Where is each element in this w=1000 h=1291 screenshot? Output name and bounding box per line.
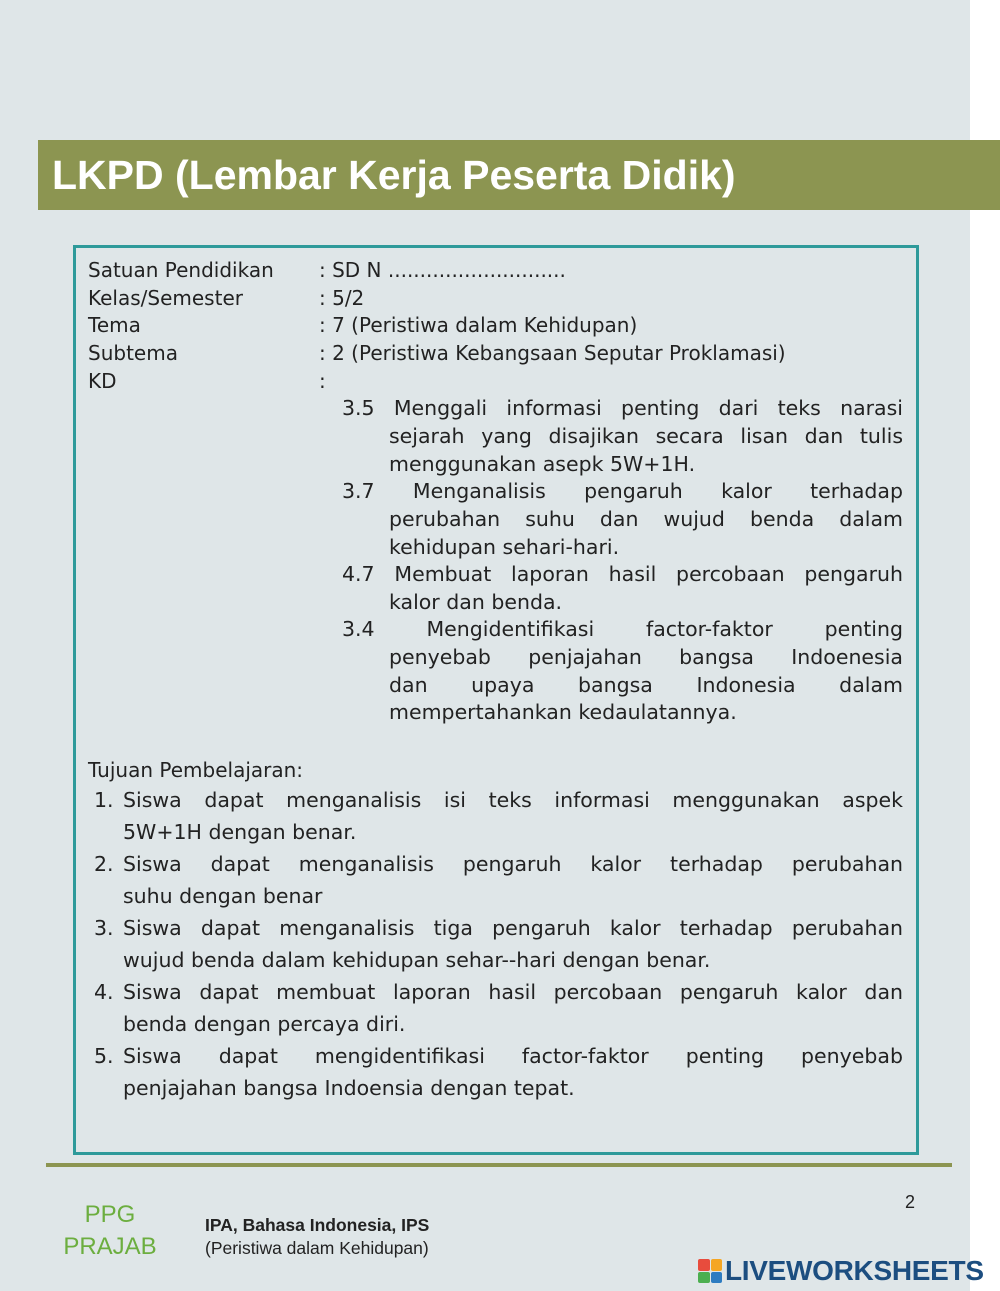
kd-line: 3.4 Mengidentifikasi factor-faktor penting — [342, 617, 903, 641]
list-number: 2. — [94, 852, 114, 876]
kd-line: mempertahankan kedaulatannya. — [389, 700, 737, 725]
kd-line: kalor dan benda. — [389, 589, 563, 614]
kd-line: perubahan suhu dan wujud benda dalam — [389, 506, 903, 531]
list-line: Siswa dapat menganalisis tiga pengaruh kalor terhadap perubahan — [123, 916, 903, 940]
list-line: 5W+1H dengan benar. — [123, 820, 357, 844]
identity-value: : SD N ............................ — [319, 258, 566, 282]
list-number: 4. — [94, 980, 114, 1004]
identity-value: : — [319, 369, 326, 393]
list-item — [88, 976, 903, 1040]
kd-line: 3.5 Menggali informasi penting dari teks narasi — [342, 396, 903, 420]
list-line: suhu dengan benar — [123, 884, 323, 908]
kd-item — [342, 395, 903, 478]
identity-label: Tema — [88, 313, 141, 337]
identity-value: : 7 (Peristiwa dalam Kehidupan) — [319, 313, 638, 337]
page-number: 2 — [905, 1192, 916, 1212]
footer-divider — [46, 1163, 952, 1167]
list-line: Siswa dapat menganalisis isi teks informasi menggunakan aspek — [123, 788, 903, 812]
ppg-line: PRAJAB — [63, 1233, 157, 1260]
list-number: 3. — [94, 916, 114, 940]
kd-line: menggunakan asepk 5W+1H. — [389, 451, 696, 476]
list-line: penjajahan bangsa Indoensia dengan tepat. — [123, 1076, 575, 1100]
kd-line: sejarah yang disajikan secara lisan dan tulis — [389, 423, 903, 448]
identity-label: Kelas/Semester — [88, 286, 243, 310]
footer-theme: (Peristiwa dalam Kehidupan) — [205, 1238, 429, 1258]
ppg-label — [60, 1199, 160, 1263]
list-number: 5. — [94, 1044, 114, 1068]
kd-line: penyebab penjajahan bangsa Indoenesia — [389, 644, 903, 669]
tujuan-title: Tujuan Pembelajaran: — [88, 758, 304, 782]
list-item — [88, 1040, 903, 1104]
list-item — [88, 784, 903, 848]
watermark-text: LIVEWORKSHEETS — [725, 1255, 984, 1286]
list-item — [88, 848, 903, 912]
kd-line: kehidupan sehari-hari. — [389, 534, 620, 559]
list-line: Siswa dapat mengidentifikasi factor-faktor penting penyebab — [123, 1044, 903, 1068]
list-number: 1. — [94, 788, 114, 812]
list-line: benda dengan percaya diri. — [123, 1012, 406, 1036]
kd-line: dan upaya bangsa Indonesia dalam — [389, 672, 903, 697]
identity-label: Subtema — [88, 341, 178, 365]
footer-subjects: IPA, Bahasa Indonesia, IPS — [205, 1215, 430, 1235]
kd-line: 3.7 Menganalisis pengaruh kalor terhadap — [342, 479, 903, 503]
list-line: wujud benda dalam kehidupan sehar--hari dengan benar. — [123, 948, 711, 972]
list-line: Siswa dapat menganalisis pengaruh kalor terhadap perubahan — [123, 852, 903, 876]
kd-item — [342, 616, 903, 727]
identity-value: : 2 (Peristiwa Kebangsaan Seputar Proklamasi) — [319, 341, 786, 365]
identity-label: Satuan Pendidikan — [88, 258, 274, 282]
page-title: LKPD (Lembar Kerja Peserta Didik) — [52, 152, 736, 198]
kd-item — [342, 561, 903, 617]
identity-value: : 5/2 — [319, 286, 365, 310]
liveworksheets-watermark — [698, 1257, 984, 1285]
ppg-line: PPG — [84, 1201, 136, 1228]
kd-item — [342, 478, 903, 561]
identity-label: KD — [88, 369, 117, 393]
list-line: Siswa dapat membuat laporan hasil percobaan pengaruh kalor dan — [123, 980, 903, 1004]
title-bar — [38, 140, 1000, 210]
list-item — [88, 912, 903, 976]
liveworksheets-logo-icon — [698, 1259, 722, 1283]
kd-line: 4.7 Membuat laporan hasil percobaan pengaruh — [342, 562, 903, 586]
